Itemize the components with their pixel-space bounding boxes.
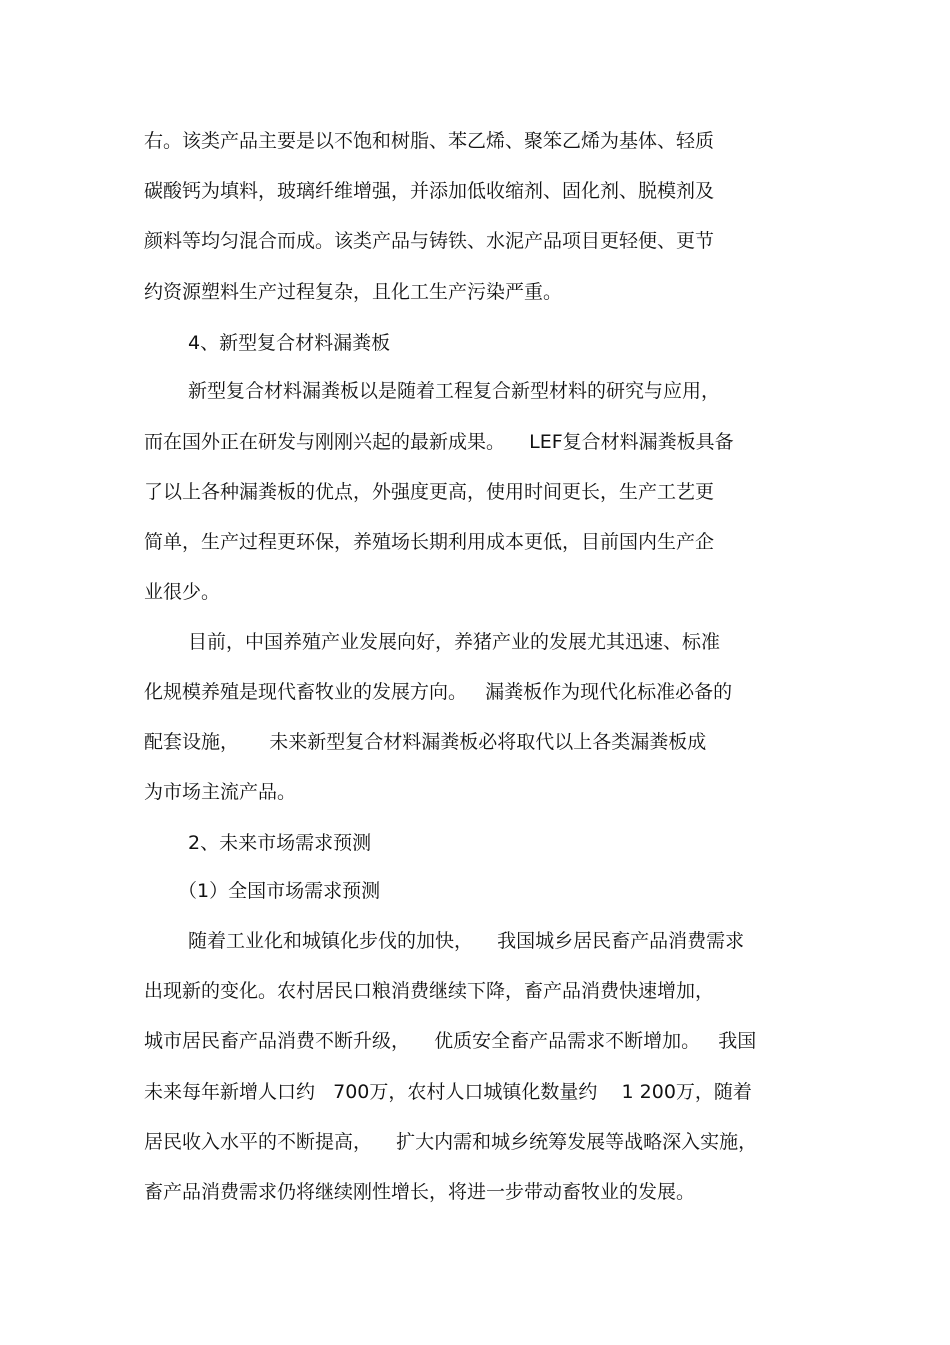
subsection-heading: （1）全国市场需求预测: [178, 880, 381, 902]
section-heading: 4、新型复合材料漏粪板: [188, 332, 391, 354]
paragraph-line: 配套设施， 未来新型复合材料漏粪板必将取代以上各类漏粪板成: [144, 731, 707, 753]
paragraph-line: 约资源塑料生产过程复杂，且化工生产污染严重。: [144, 281, 563, 303]
paragraph-line: 化规模养殖是现代畜牧业的发展方向。 漏粪板作为现代化标准必备的: [144, 681, 733, 703]
paragraph-line: 碳酸钙为填料，玻璃纤维增强，并添加低收缩剂、固化剂、脱模剂及: [144, 180, 715, 202]
paragraph-line: 为市场主流产品。: [144, 781, 297, 803]
paragraph-line: 右。该类产品主要是以不饱和树脂、苯乙烯、聚笨乙烯为基体、轻质: [144, 130, 715, 152]
paragraph-line: 颜料等均匀混合而成。该类产品与铸铁、水泥产品项目更轻便、更节: [144, 230, 715, 252]
paragraph-line: 业很少。: [144, 581, 221, 603]
paragraph-line: 居民收入水平的不断提高， 扩大内需和城乡统筹发展等战略深入实施，: [144, 1131, 758, 1153]
paragraph-line: 出现新的变化。农村居民口粮消费继续下降，畜产品消费快速增加，: [144, 980, 715, 1002]
paragraph-line: 了以上各种漏粪板的优点，外强度更高，使用时间更长，生产工艺更: [144, 481, 715, 503]
paragraph-line: 城市居民畜产品消费不断升级， 优质安全畜产品需求不断增加。 我国: [144, 1030, 757, 1052]
paragraph-line: 而在国外正在研发与刚刚兴起的最新成果。 LEF复合材料漏粪板具备: [144, 431, 734, 453]
paragraph-line: 简单，生产过程更环保，养殖场长期利用成本更低，目前国内生产企: [144, 531, 715, 553]
paragraph-line: 畜产品消费需求仍将继续刚性增长，将进一步带动畜牧业的发展。: [144, 1181, 696, 1203]
paragraph-line: 新型复合材料漏粪板以是随着工程复合新型材料的研究与应用，: [188, 380, 721, 402]
paragraph-line: 目前，中国养殖产业发展向好，养猪产业的发展尤其迅速、标准: [188, 631, 721, 653]
paragraph-line: 随着工业化和城镇化步伐的加快， 我国城乡居民畜产品消费需求: [188, 930, 745, 952]
section-heading: 2、未来市场需求预测: [188, 832, 372, 854]
paragraph-line: 未来每年新增人口约 700万，农村人口城镇化数量约 1 200万，随着: [144, 1081, 752, 1103]
